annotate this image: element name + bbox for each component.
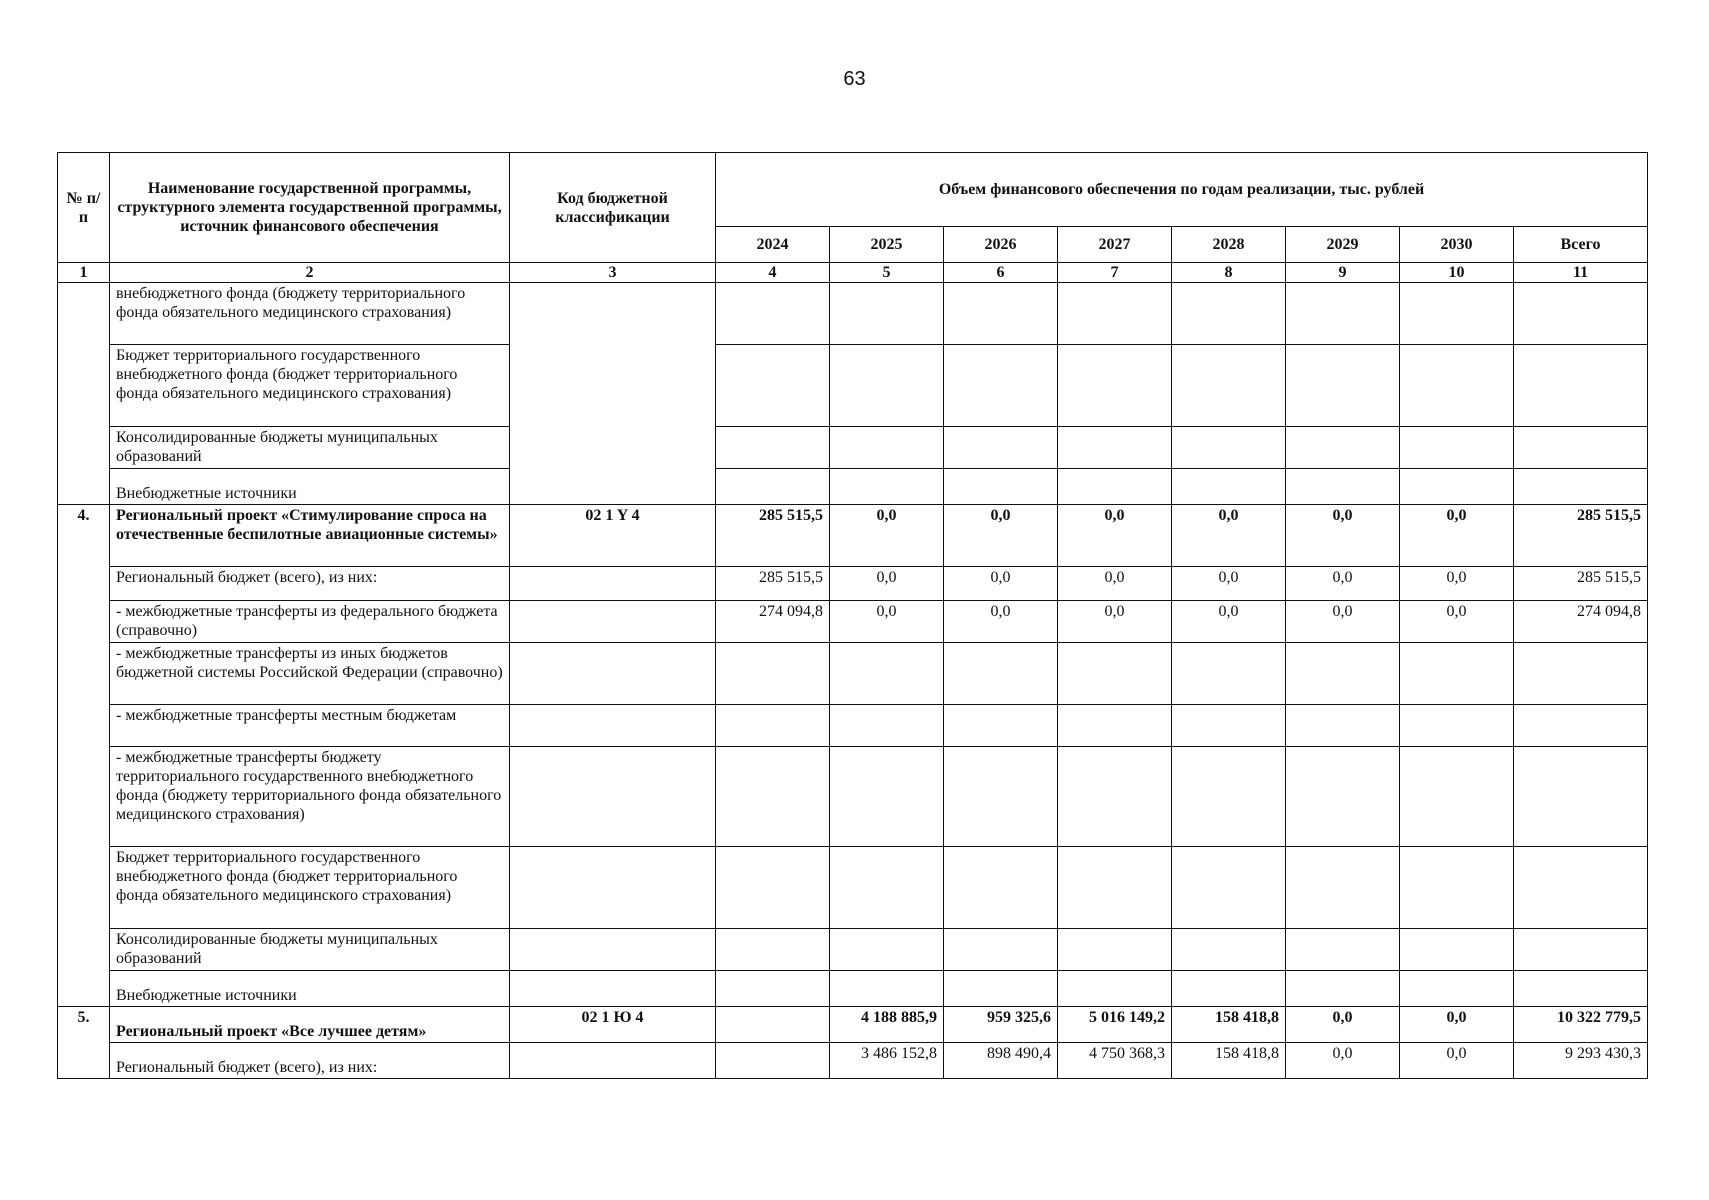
row-value [830, 929, 944, 971]
row-name: Консолидированные бюджеты муниципальных образований [110, 929, 510, 971]
row-value: 0,0 [830, 567, 944, 601]
row-value [1172, 971, 1286, 1007]
table-row [58, 643, 1648, 705]
row-value [1400, 847, 1514, 929]
row-value: 0,0 [1058, 505, 1172, 567]
row-total: 9 293 430,3 [1514, 1043, 1648, 1079]
row-code: 02 1 Ю 4 [510, 1007, 716, 1043]
row-value [1286, 427, 1400, 469]
row-value: 959 325,6 [944, 1007, 1058, 1043]
row-value [716, 971, 830, 1007]
row-value: 0,0 [1172, 567, 1286, 601]
row-value [830, 283, 944, 345]
row-value: 158 418,8 [1172, 1007, 1286, 1043]
table-row [58, 427, 1648, 469]
row-code [510, 971, 716, 1007]
table-row [58, 971, 1648, 1007]
row-total [1514, 747, 1648, 847]
row-value: 158 418,8 [1172, 1043, 1286, 1079]
table-row-section-4 [58, 505, 1648, 567]
row-total [1514, 345, 1648, 427]
row-value [830, 427, 944, 469]
row-value [944, 427, 1058, 469]
row-value: 0,0 [1400, 1007, 1514, 1043]
row-value [944, 847, 1058, 929]
row-value [1400, 283, 1514, 345]
row-value [1172, 929, 1286, 971]
row-value [830, 705, 944, 747]
row-value [1286, 469, 1400, 505]
row-value [716, 847, 830, 929]
row-value [944, 283, 1058, 345]
column-index: 10 [1400, 263, 1514, 283]
table-row [58, 469, 1648, 505]
row-value: 4 750 368,3 [1058, 1043, 1172, 1079]
column-index-row [58, 263, 1648, 283]
row-value [830, 469, 944, 505]
row-value [716, 1043, 830, 1079]
row-value [716, 283, 830, 345]
table-row [58, 283, 1648, 345]
row-total [1514, 469, 1648, 505]
row-value [1286, 747, 1400, 847]
table-row [58, 1043, 1648, 1079]
row-value [944, 971, 1058, 1007]
row-value: 274 094,8 [716, 601, 830, 643]
page-number: 63 [843, 68, 866, 90]
row-value [1400, 345, 1514, 427]
row-value [1172, 345, 1286, 427]
row-name: Региональный проект «Стимулирование спроса на отечественные беспилотные авиационные системы» [110, 505, 510, 567]
header-num: № п/п [58, 153, 110, 263]
row-value: 4 188 885,9 [830, 1007, 944, 1043]
column-index: 9 [1286, 263, 1400, 283]
row-value: 0,0 [944, 505, 1058, 567]
column-index: 7 [1058, 263, 1172, 283]
row-value [1286, 971, 1400, 1007]
table-row [58, 705, 1648, 747]
row-value [830, 747, 944, 847]
row-value [1286, 705, 1400, 747]
row-total [1514, 643, 1648, 705]
row-name: Консолидированные бюджеты муниципальных образований [110, 427, 510, 469]
header-code: Код бюджетной классификации [510, 153, 716, 263]
header-year: 2027 [1058, 227, 1172, 263]
header-year: 2025 [830, 227, 944, 263]
row-value [1172, 643, 1286, 705]
row-total [1514, 283, 1648, 345]
row-value: 0,0 [1400, 567, 1514, 601]
row-value [1286, 283, 1400, 345]
row-value [716, 643, 830, 705]
row-value [716, 1007, 830, 1043]
row-name: Региональный бюджет (всего), из них: [110, 567, 510, 601]
row-value: 0,0 [830, 601, 944, 643]
column-index: 11 [1514, 263, 1648, 283]
table-row [58, 747, 1648, 847]
row-value: 0,0 [1172, 601, 1286, 643]
row-value: 3 486 152,8 [830, 1043, 944, 1079]
row-value [1172, 427, 1286, 469]
row-value: 0,0 [830, 505, 944, 567]
row-value: 0,0 [1400, 505, 1514, 567]
row-value [944, 643, 1058, 705]
row-value [944, 929, 1058, 971]
row-value [1172, 847, 1286, 929]
row-name: Региональный проект «Все лучшее детям» [110, 1007, 510, 1043]
row-value: 0,0 [1400, 1043, 1514, 1079]
row-value: 0,0 [1400, 601, 1514, 643]
row-name: - межбюджетные трансферты из федерального бюджета (справочно) [110, 601, 510, 643]
row-total: 10 322 779,5 [1514, 1007, 1648, 1043]
header-year: 2029 [1286, 227, 1400, 263]
table-row [58, 601, 1648, 643]
row-value: 0,0 [1172, 505, 1286, 567]
row-value [1058, 847, 1172, 929]
row-value: 5 016 149,2 [1058, 1007, 1172, 1043]
row-name: внебюджетного фонда (бюджету территориального фонда обязательного медицинского страхования) [110, 283, 510, 345]
row-num-cell [58, 283, 110, 505]
row-code [510, 601, 716, 643]
row-value [716, 427, 830, 469]
row-value: 0,0 [1286, 1007, 1400, 1043]
row-num-cell: 5. [58, 1007, 110, 1079]
row-value [1058, 469, 1172, 505]
row-value: 285 515,5 [716, 567, 830, 601]
row-value [1058, 705, 1172, 747]
row-value [830, 345, 944, 427]
row-total: 285 515,5 [1514, 505, 1648, 567]
row-value [716, 345, 830, 427]
row-value [1400, 643, 1514, 705]
row-value [1400, 427, 1514, 469]
row-value [1286, 643, 1400, 705]
row-value [944, 705, 1058, 747]
row-value [716, 929, 830, 971]
row-value: 0,0 [1286, 505, 1400, 567]
row-value [1400, 971, 1514, 1007]
row-value [830, 847, 944, 929]
row-total [1514, 929, 1648, 971]
header-year: 2028 [1172, 227, 1286, 263]
row-value [1172, 747, 1286, 847]
header-name: Наименование государственной программы, структурного элемента государственной программы, источник финансового обеспечения [110, 153, 510, 263]
row-value [1400, 469, 1514, 505]
row-value: 0,0 [944, 567, 1058, 601]
header-volume: Объем финансового обеспечения по годам реализации, тыс. рублей [716, 153, 1648, 227]
column-index: 1 [58, 263, 110, 283]
row-value [944, 345, 1058, 427]
row-value [1400, 929, 1514, 971]
row-value [944, 469, 1058, 505]
row-code [510, 1043, 716, 1079]
row-total [1514, 427, 1648, 469]
row-value [830, 643, 944, 705]
row-value [716, 705, 830, 747]
row-value [1400, 705, 1514, 747]
row-name: Региональный бюджет (всего), из них: [110, 1043, 510, 1079]
row-total: 285 515,5 [1514, 567, 1648, 601]
row-code [510, 847, 716, 929]
row-value [1058, 427, 1172, 469]
row-code [510, 747, 716, 847]
table-row [58, 847, 1648, 929]
row-name: Бюджет территориального государственного внебюджетного фонда (бюджет территориального фонда обязательного медицинского страхования) [110, 847, 510, 929]
header-total: Всего [1514, 227, 1648, 263]
row-code [510, 567, 716, 601]
table-row [58, 567, 1648, 601]
table-row-section-5 [58, 1007, 1648, 1043]
table-row [58, 929, 1648, 971]
column-index: 8 [1172, 263, 1286, 283]
row-value [1172, 283, 1286, 345]
column-index: 4 [716, 263, 830, 283]
row-value [716, 469, 830, 505]
row-total: 274 094,8 [1514, 601, 1648, 643]
financing-table [57, 152, 1648, 1079]
row-value: 0,0 [944, 601, 1058, 643]
row-value [1058, 971, 1172, 1007]
row-value [1286, 345, 1400, 427]
row-name: Бюджет территориального государственного внебюджетного фонда (бюджет территориального фонда обязательного медицинского страхования) [110, 345, 510, 427]
row-total [1514, 847, 1648, 929]
row-name: Внебюджетные источники [110, 971, 510, 1007]
row-value [1286, 847, 1400, 929]
header-year: 2030 [1400, 227, 1514, 263]
row-code [510, 929, 716, 971]
row-value: 0,0 [1058, 601, 1172, 643]
row-value: 898 490,4 [944, 1043, 1058, 1079]
column-index: 2 [110, 263, 510, 283]
row-value [1058, 643, 1172, 705]
header-year: 2024 [716, 227, 830, 263]
row-value [1058, 747, 1172, 847]
row-total [1514, 971, 1648, 1007]
row-value [830, 971, 944, 1007]
row-value [1172, 705, 1286, 747]
row-code [510, 643, 716, 705]
row-name: - межбюджетные трансферты из иных бюджетов бюджетной системы Российской Федерации (справочно) [110, 643, 510, 705]
column-index: 3 [510, 263, 716, 283]
column-index: 6 [944, 263, 1058, 283]
row-value: 0,0 [1286, 1043, 1400, 1079]
table-row [58, 345, 1648, 427]
column-index: 5 [830, 263, 944, 283]
row-value [1400, 747, 1514, 847]
row-value: 0,0 [1058, 567, 1172, 601]
row-value [944, 747, 1058, 847]
row-value: 0,0 [1286, 567, 1400, 601]
row-total [1514, 705, 1648, 747]
row-value [1058, 283, 1172, 345]
row-value [1286, 929, 1400, 971]
row-value [1172, 469, 1286, 505]
row-name: - межбюджетные трансферты бюджету территориального государственного внебюджетного фонда (бюджету территориального фонда обязательного медицинского страхования) [110, 747, 510, 847]
row-code [510, 705, 716, 747]
row-name: Внебюджетные источники [110, 469, 510, 505]
row-code [510, 283, 716, 505]
row-value [1058, 345, 1172, 427]
row-value [1058, 929, 1172, 971]
header-year: 2026 [944, 227, 1058, 263]
row-num-cell: 4. [58, 505, 110, 1007]
row-name: - межбюджетные трансферты местным бюджетам [110, 705, 510, 747]
row-value [716, 747, 830, 847]
row-code: 02 1 Y 4 [510, 505, 716, 567]
row-value: 0,0 [1286, 601, 1400, 643]
row-value: 285 515,5 [716, 505, 830, 567]
